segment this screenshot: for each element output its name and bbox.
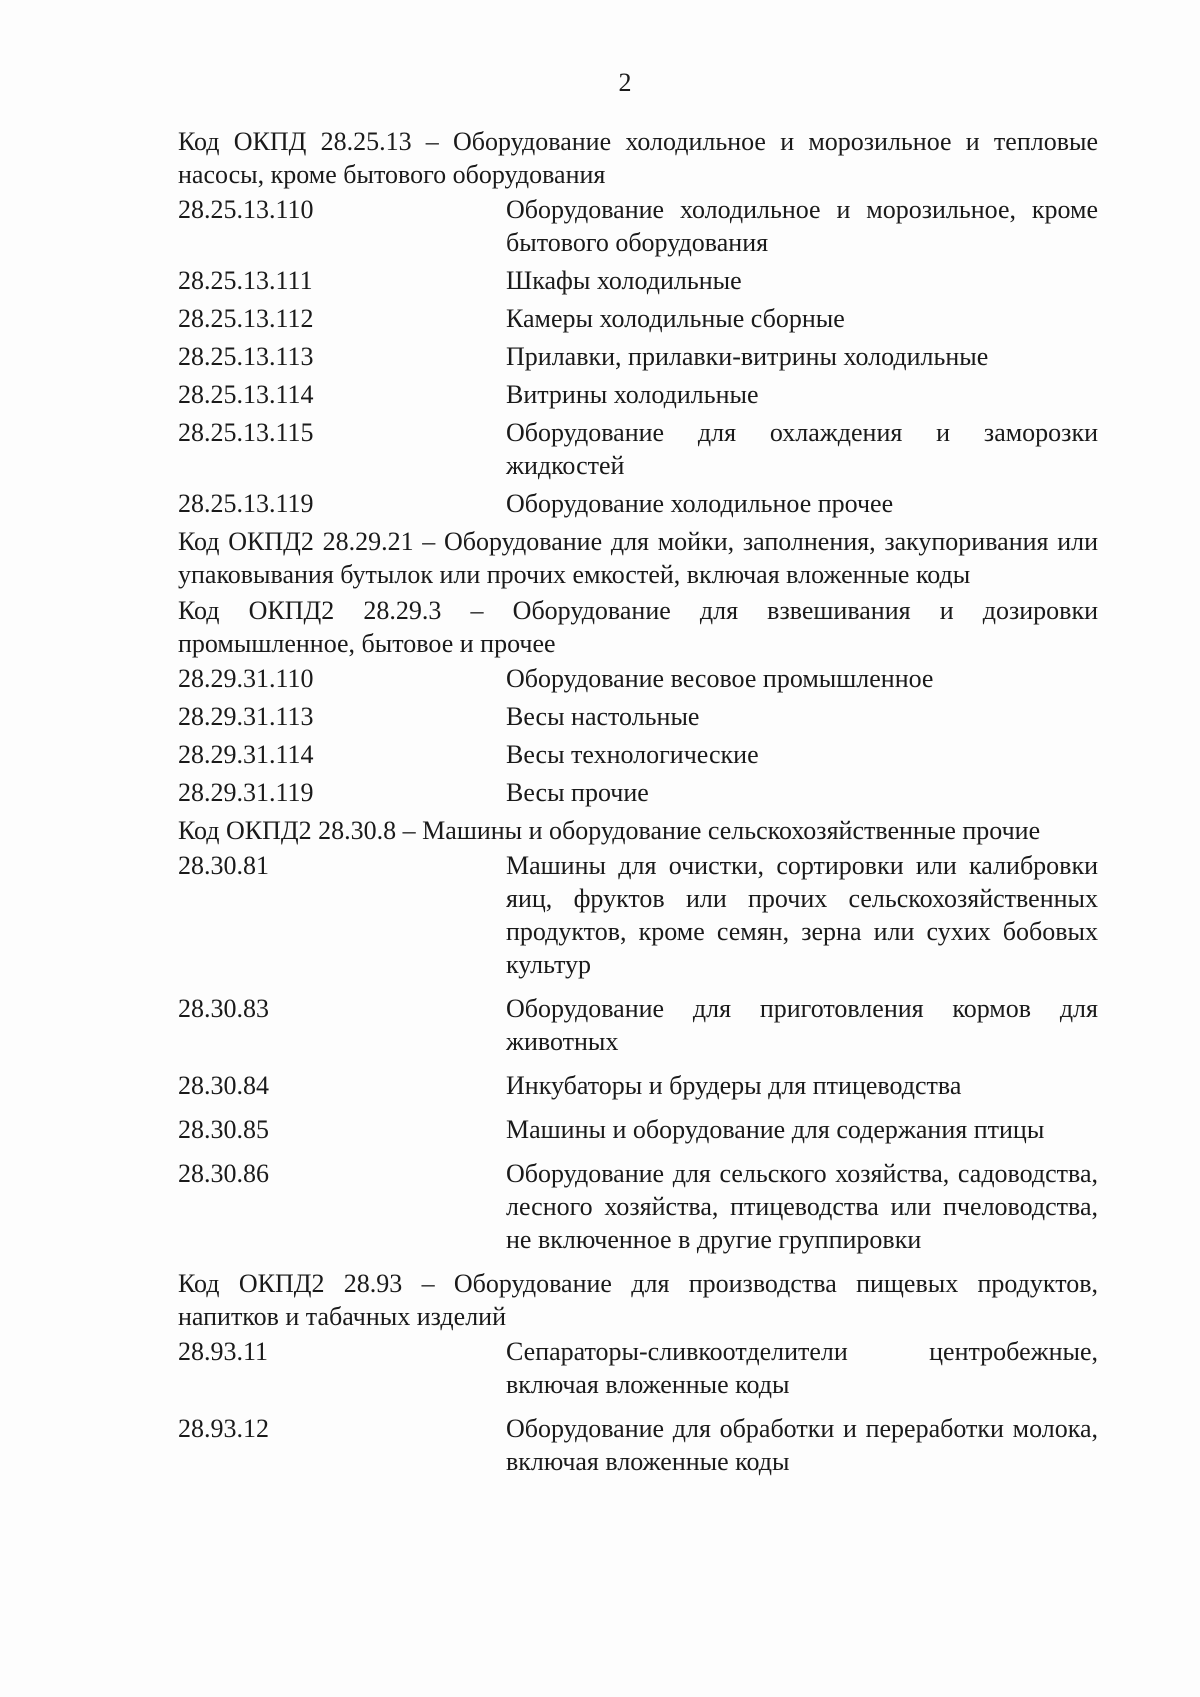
okpd-description: Оборудование для обработки и переработки молока, включая вложенные коды [506,1414,1098,1476]
list-item [178,1157,1098,1256]
okpd-code: 28.30.85 [178,1115,269,1144]
list-item [178,1069,1098,1102]
okpd-description: Сепараторы-сливкоотделители центробежные, включая вложенные коды [506,1337,1098,1399]
okpd-description: Камеры холодильные сборные [506,304,845,333]
okpd-code: 28.93.11 [178,1337,269,1366]
okpd-description: Машины для очистки, сортировки или калибровки яиц, фруктов или прочих сельскохозяйственных продуктов, кроме семян, зерна или сухих бобовых культур [506,851,1098,979]
okpd-description: Оборудование холодильное прочее [506,489,894,518]
okpd-code: 28.29.31.119 [178,778,314,807]
okpd-code: 28.25.13.119 [178,489,314,518]
code-list [178,1335,1098,1478]
okpd-description: Шкафы холодильные [506,266,742,295]
list-item [178,193,1098,259]
okpd-description: Весы настольные [506,702,700,731]
section-header: Код ОКПД2 28.30.8 – Машины и оборудование сельскохозяйственные прочие [178,816,1041,845]
okpd-description: Прилавки, прилавки-витрины холодильные [506,342,989,371]
section-header: Код ОКПД2 28.93 – Оборудование для производства пищевых продуктов, напитков и табачных изделий [178,1269,1098,1331]
section-header: Код ОКПД 28.25.13 – Оборудование холодильное и морозильное и тепловые насосы, кроме бытового оборудования [178,127,1098,189]
okpd-code: 28.30.84 [178,1071,269,1100]
list-item [178,1113,1098,1146]
okpd-code: 28.30.83 [178,994,269,1023]
okpd-code: 28.25.13.113 [178,342,314,371]
list-item [178,264,1098,297]
okpd-code: 28.29.31.113 [178,702,314,731]
list-item [178,487,1098,520]
list-item [178,738,1098,771]
okpd-description: Оборудование весовое промышленное [506,664,934,693]
okpd-code: 28.25.13.110 [178,195,314,224]
okpd-description: Витрины холодильные [506,380,759,409]
list-item [178,662,1098,695]
okpd-code: 28.93.12 [178,1414,269,1443]
list-item [178,776,1098,809]
okpd-code: 28.25.13.112 [178,304,314,333]
code-list [178,849,1098,1256]
list-item [178,302,1098,335]
okpd-code: 28.30.81 [178,851,269,880]
document-content [178,125,1098,1489]
list-item [178,340,1098,373]
okpd-description: Весы технологические [506,740,759,769]
section-header: Код ОКПД2 28.29.21 – Оборудование для мойки, заполнения, закупоривания или упаковывания бутылок или прочих емкостей, включая вложенные коды [178,527,1098,589]
list-item [178,992,1098,1058]
okpd-description: Оборудование для сельского хозяйства, садоводства, лесного хозяйства, птицеводства или пчеловодства, не включенное в другие группировки [506,1159,1098,1254]
list-item [178,849,1098,981]
okpd-code: 28.25.13.115 [178,418,314,447]
code-list [178,193,1098,520]
okpd-code: 28.29.31.114 [178,740,314,769]
okpd-code: 28.25.13.114 [178,380,314,409]
okpd-code: 28.30.86 [178,1159,269,1188]
list-item [178,700,1098,733]
okpd-code: 28.29.31.110 [178,664,314,693]
okpd-description: Инкубаторы и брудеры для птицеводства [506,1071,962,1100]
section-header: Код ОКПД2 28.29.3 – Оборудование для взвешивания и дозировки промышленное, бытовое и прочее [178,596,1098,658]
code-list [178,662,1098,809]
list-item [178,378,1098,411]
okpd-description: Оборудование для охлаждения и заморозки жидкостей [506,418,1098,480]
okpd-description: Машины и оборудование для содержания птицы [506,1115,1045,1144]
okpd-description: Оборудование холодильное и морозильное, кроме бытового оборудования [506,195,1098,257]
okpd-code: 28.25.13.111 [178,266,313,295]
okpd-description: Оборудование для приготовления кормов для животных [506,994,1098,1056]
list-item [178,1335,1098,1401]
list-item [178,1412,1098,1478]
list-item [178,416,1098,482]
okpd-description: Весы прочие [506,778,649,807]
page-number: 2 [618,68,632,97]
